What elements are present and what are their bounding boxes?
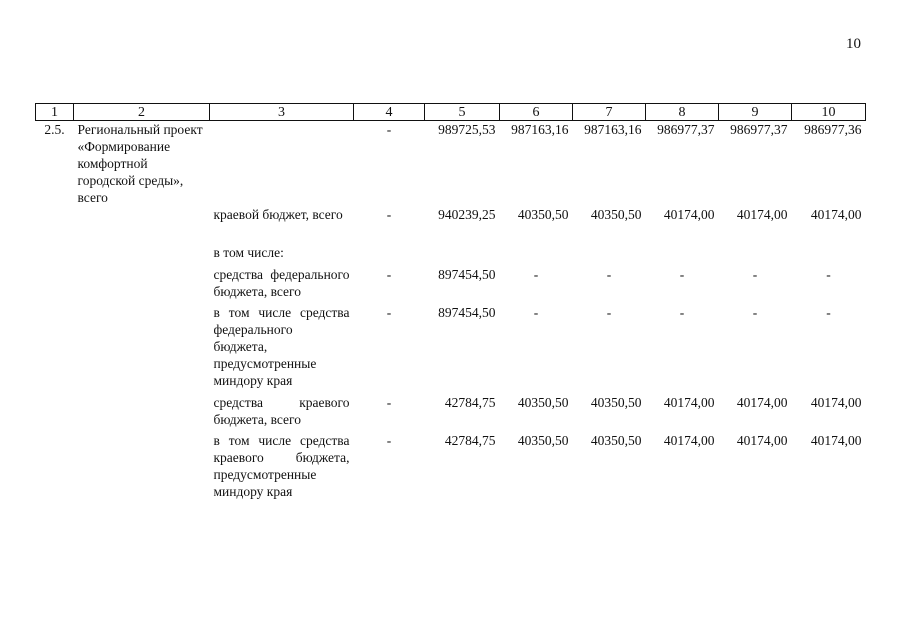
empty-cell bbox=[36, 206, 74, 244]
cell-col10: 40174,00 bbox=[810, 395, 862, 410]
cell-col4: - bbox=[386, 305, 392, 320]
cell-col4: - bbox=[386, 433, 392, 448]
table-body bbox=[36, 121, 866, 501]
cell-col7: 987163,16 bbox=[584, 122, 642, 137]
cell-col10: 986977,36 bbox=[804, 122, 862, 137]
column-header-9: 9 bbox=[719, 104, 792, 121]
column-header-4: 4 bbox=[354, 104, 425, 121]
empty-cell bbox=[36, 244, 74, 266]
cell-col5: 989725,53 bbox=[438, 122, 496, 137]
empty-cell bbox=[36, 304, 74, 394]
cell-col5: 42784,75 bbox=[444, 395, 496, 410]
budget-table bbox=[35, 103, 866, 500]
cell-col6: 40350,50 bbox=[517, 433, 569, 448]
funding-source: средства краевого бюджета, всего bbox=[213, 395, 350, 427]
cell-col5: 897454,50 bbox=[438, 267, 496, 282]
empty-cell bbox=[36, 394, 74, 432]
table-row-regional-funds bbox=[36, 394, 866, 432]
cell-col4: - bbox=[386, 395, 392, 410]
funding-source: в том числе средства федерального бюджета, предусмотренные миндору края bbox=[213, 305, 350, 388]
cell-col9 bbox=[719, 244, 792, 266]
empty-cell bbox=[74, 244, 210, 266]
cell-col8: 40174,00 bbox=[663, 395, 715, 410]
column-header-7: 7 bbox=[573, 104, 646, 121]
cell-col10: 40174,00 bbox=[810, 207, 862, 222]
funding-source: средства федерального бюджета, всего bbox=[213, 267, 350, 299]
page-number: 10 bbox=[846, 36, 861, 52]
funding-source: в том числе средства краевого бюджета, предусмотренные миндору края bbox=[213, 433, 350, 499]
cell-col7: - bbox=[606, 305, 612, 320]
cell-col9: - bbox=[752, 305, 758, 320]
cell-col4: - bbox=[386, 207, 392, 222]
column-header-2: 2 bbox=[74, 104, 210, 121]
cell-col7: - bbox=[606, 267, 612, 282]
column-header-5: 5 bbox=[425, 104, 500, 121]
cell-col4: - bbox=[386, 122, 392, 137]
cell-col4: - bbox=[386, 267, 392, 282]
table-row-project-total bbox=[36, 121, 866, 207]
column-header-10: 10 bbox=[792, 104, 866, 121]
cell-col9: 986977,37 bbox=[730, 122, 788, 137]
table-row-including bbox=[36, 244, 866, 266]
cell-col7: 40350,50 bbox=[590, 395, 642, 410]
empty-cell bbox=[74, 394, 210, 432]
funding-source bbox=[210, 121, 354, 207]
empty-cell bbox=[36, 432, 74, 500]
table-row-regional-mindor bbox=[36, 432, 866, 500]
cell-col7 bbox=[573, 244, 646, 266]
project-name: Региональный проект «Формирование комфортной городской среды», всего bbox=[77, 122, 203, 205]
cell-col8: - bbox=[679, 305, 685, 320]
empty-cell bbox=[74, 266, 210, 304]
header-row bbox=[36, 104, 866, 121]
cell-col8: 40174,00 bbox=[663, 207, 715, 222]
table-row-federal-funds bbox=[36, 266, 866, 304]
funding-source: в том числе: bbox=[213, 245, 284, 260]
cell-col10: - bbox=[826, 267, 831, 282]
empty-cell bbox=[74, 432, 210, 500]
cell-col6: 987163,16 bbox=[511, 122, 569, 137]
table-header bbox=[36, 104, 866, 121]
cell-col9: 40174,00 bbox=[736, 207, 788, 222]
cell-col6: - bbox=[533, 267, 539, 282]
cell-col6: 40350,50 bbox=[517, 207, 569, 222]
cell-col8 bbox=[646, 244, 719, 266]
cell-col10: - bbox=[826, 305, 831, 320]
cell-col7: 40350,50 bbox=[590, 207, 642, 222]
empty-cell bbox=[36, 266, 74, 304]
empty-cell bbox=[74, 304, 210, 394]
column-header-8: 8 bbox=[646, 104, 719, 121]
funding-source: краевой бюджет, всего bbox=[213, 207, 343, 222]
row-code: 2.5. bbox=[44, 122, 65, 137]
table-row-federal-mindor bbox=[36, 304, 866, 394]
column-header-3: 3 bbox=[210, 104, 354, 121]
cell-col9: 40174,00 bbox=[736, 395, 788, 410]
cell-col6: 40350,50 bbox=[517, 395, 569, 410]
column-header-6: 6 bbox=[500, 104, 573, 121]
table-row-regional-budget bbox=[36, 206, 866, 244]
cell-col5 bbox=[425, 244, 500, 266]
cell-col5: 897454,50 bbox=[438, 305, 496, 320]
cell-col8: 986977,37 bbox=[657, 122, 715, 137]
cell-col5: 42784,75 bbox=[444, 433, 496, 448]
cell-col10 bbox=[792, 244, 866, 266]
cell-col9: - bbox=[752, 267, 758, 282]
column-header-1: 1 bbox=[36, 104, 74, 121]
cell-col8: - bbox=[679, 267, 685, 282]
cell-col8: 40174,00 bbox=[663, 433, 715, 448]
cell-col10: 40174,00 bbox=[810, 433, 862, 448]
cell-col4 bbox=[354, 244, 425, 266]
cell-col5: 940239,25 bbox=[438, 207, 496, 222]
cell-col9: 40174,00 bbox=[736, 433, 788, 448]
cell-col6: - bbox=[533, 305, 539, 320]
cell-col7: 40350,50 bbox=[590, 433, 642, 448]
cell-col6 bbox=[500, 244, 573, 266]
empty-cell bbox=[74, 206, 210, 244]
